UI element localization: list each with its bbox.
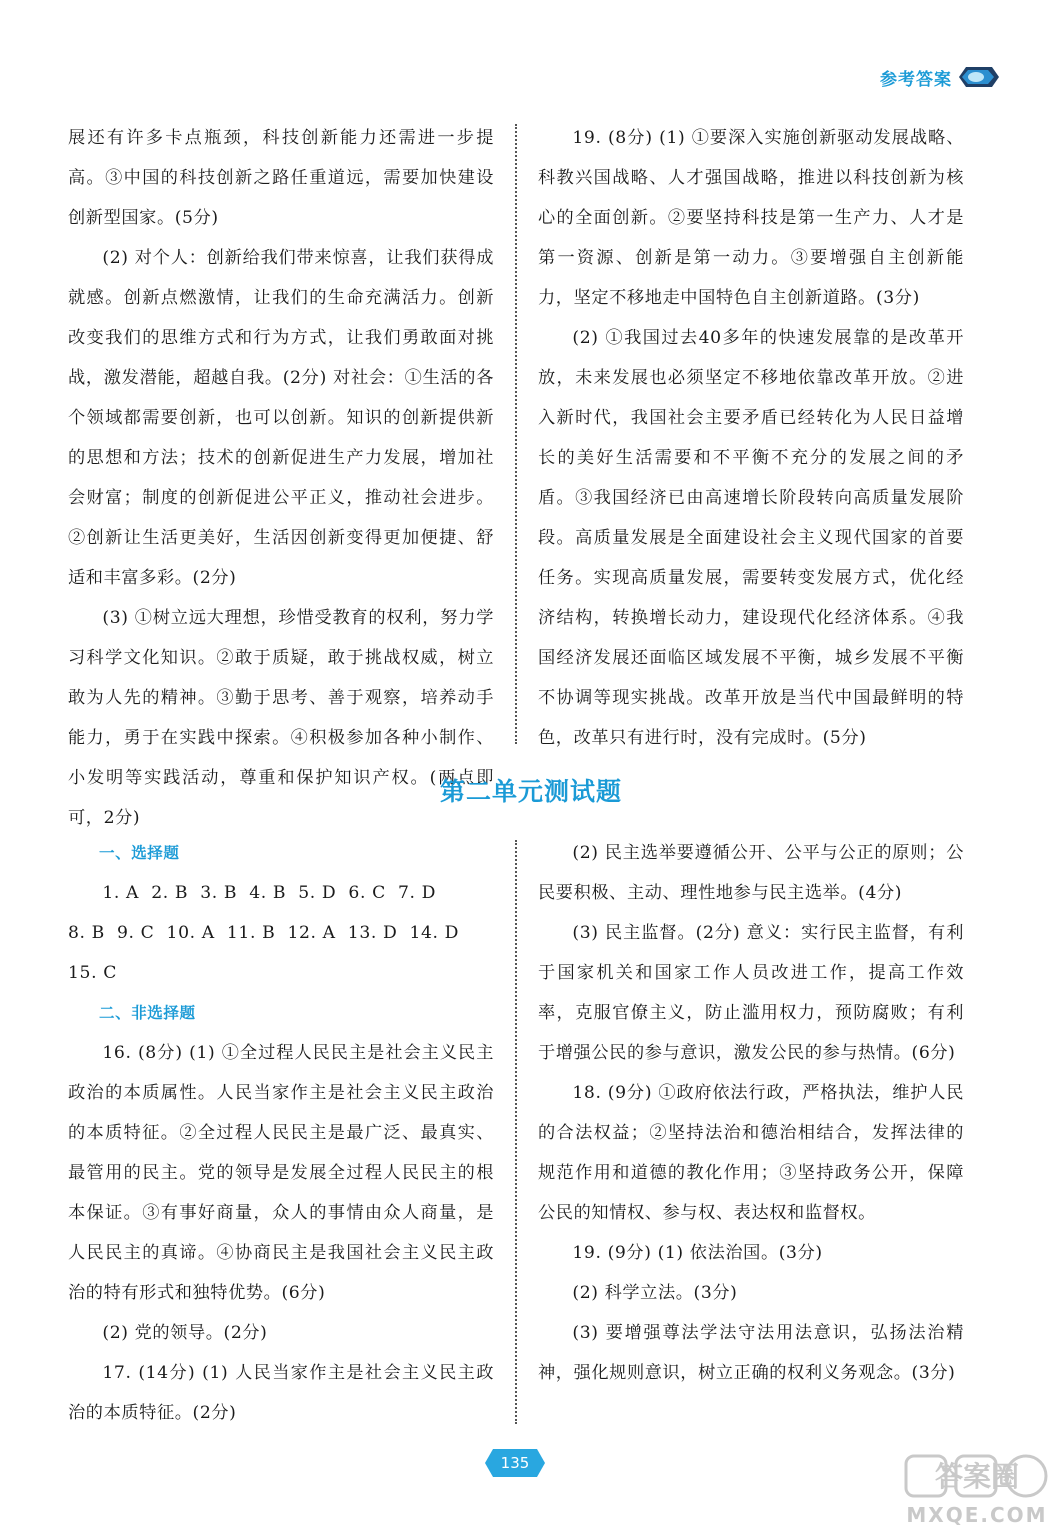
answer-paragraph: 展还有许多卡点瓶颈，科技创新能力还需进一步提高。③中国的科技创新之路任重道远，需要加快建设创新型国家。(5分) bbox=[68, 128, 494, 228]
page-number-badge bbox=[484, 1448, 546, 1478]
answer-paragraph: (3) ①树立远大理想，珍惜受教育的权利，努力学习科学文化知识。②敢于质疑，敢于挑战权威，树立敢为人先的精神。③勤于思考、善于观察，培养动手能力，勇于在实践中探索。④积极参加各种小制作、小发明等实践活动，尊重和保护知识产权。(两点即可，2分) bbox=[68, 608, 494, 828]
watermark-line1: 答案圈 bbox=[934, 1460, 1020, 1493]
answer-paragraph: (2) ①我国过去40多年的快速发展靠的是改革开放，未来发展也必须坚定不移地依靠改革开放。②进入新时代，我国社会主要矛盾已经转化为人民日益增长的美好生活需要和不平衡不充分的发展之间的矛盾。③我国经济已由高速增长阶段转向高质量发展阶段。高质量发展是全面建设社会主义现代国家的首要任务。实现高质量发展，需要转变发展方式，优化经济结构，转换增长动力，建设现代化经济体系。④我国经济发展还面临区域发展不平衡，城乡发展不平衡不协调等现实挑战。改革开放是当代中国最鲜明的特色，改革只有进行时，没有完成时。(5分) bbox=[538, 328, 964, 748]
answer-paragraph: (2) 民主选举要遵循公开、公平与公正的原则；公民要积极、主动、理性地参与民主选举。(4分) bbox=[538, 843, 964, 903]
answer-paragraph: 19. (8分) (1) ①要深入实施创新驱动发展战略、科教兴国战略、人才强国战略，推进以科技创新为核心的全面创新。②要坚持科技是第一生产力、人才是第一资源、创新是第一动力。③要增强自主创新能力，坚定不移地走中国特色自主创新道路。(3分) bbox=[538, 128, 964, 308]
hexagon-badge-icon bbox=[958, 64, 1000, 90]
answer-paragraph: (2) 对个人：创新给我们带来惊喜，让我们获得成就感。创新点燃激情，让我们的生命充满活力。创新改变我们的思维方式和行为方式，让我们勇敢面对挑战，激发潜能，超越自我。(2分) 对社会：①生活的各个领域都需要创新，也可以创新。知识的创新提供新的思想和方法；技术的创新促进生产力发展，增加社会财富；制度的创新促进公平正义，推动社会进步。②创新让生活更美好，生活因创新变得更加便捷、舒适和丰富多彩。(2分) bbox=[68, 248, 494, 588]
watermark-line2: MXQE.COM bbox=[906, 1503, 1048, 1527]
answer-paragraph: 16. (8分) (1) ①全过程人民民主是社会主义民主政治的本质属性。人民当家作主是社会主义民主政治的本质特征。②全过程人民民主是最广泛、最真实、最管用的民主。党的领导是发展全过程人民民主的根本保证。③有事好商量，众人的事情由众人商量，是人民民主的真谛。④协商民主是我国社会主义民主政治的特有形式和独特优势。(6分) bbox=[68, 1043, 494, 1303]
bottom-right-column bbox=[538, 833, 964, 1393]
choice-answers-line: 8. B 9. C 10. A 11. B 12. A 13. D 14. D bbox=[68, 923, 460, 943]
answer-paragraph: (3) 民主监督。(2分) 意义：实行民主监督，有利于国家机关和国家工作人员改进工作，提高工作效率，克服官僚主义，防止滥用权力，预防腐败；有利于增强公民的参与意识，激发公民的参与热情。(6分) bbox=[538, 923, 964, 1063]
column-divider bbox=[515, 124, 517, 744]
section-heading-nonchoice: 二、非选择题 bbox=[99, 1004, 196, 1022]
top-right-column bbox=[538, 118, 964, 758]
column-divider bbox=[515, 840, 517, 1424]
choice-answers-line: 15. C bbox=[68, 963, 117, 983]
answer-paragraph: 19. (9分) (1) 依法治国。(3分) bbox=[572, 1243, 823, 1263]
page-header bbox=[880, 62, 1000, 92]
top-left-column bbox=[68, 118, 494, 838]
unit-title: 第二单元测试题 bbox=[439, 777, 622, 806]
header-label: 参考答案 bbox=[880, 69, 952, 90]
page-number: 135 bbox=[500, 1454, 530, 1472]
watermark-logo bbox=[902, 1452, 1052, 1528]
section-heading-choice: 一、选择题 bbox=[99, 844, 180, 862]
answer-paragraph: (2) 党的领导。(2分) bbox=[102, 1323, 268, 1343]
bottom-left-column bbox=[68, 833, 494, 1433]
answer-paragraph: (3) 要增强尊法学法守法用法意识，弘扬法治精神，强化规则意识，树立正确的权利义务观念。(3分) bbox=[538, 1323, 964, 1383]
answer-paragraph: 17. (14分) (1) 人民当家作主是社会主义民主政治的本质特征。(2分) bbox=[68, 1363, 494, 1423]
answer-paragraph: (2) 科学立法。(3分) bbox=[572, 1283, 738, 1303]
choice-answers-line: 1. A 2. B 3. B 4. B 5. D 6. C 7. D bbox=[102, 883, 437, 903]
answer-paragraph: 18. (9分) ①政府依法行政，严格执法，维护人民的合法权益；②坚持法治和德治相结合，发挥法律的规范作用和道德的教化作用；③坚持政务公开，保障公民的知情权、参与权、表达权和监督权。 bbox=[538, 1083, 964, 1223]
